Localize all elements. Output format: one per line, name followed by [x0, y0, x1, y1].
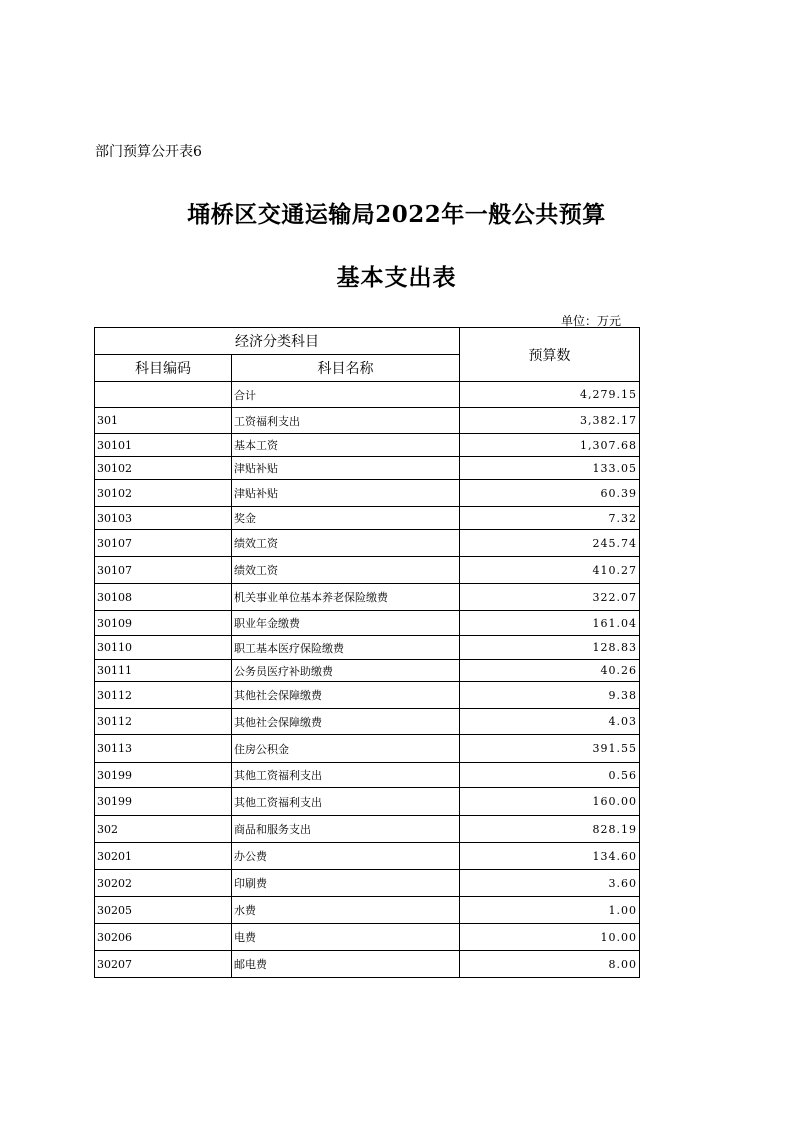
subject-name-cell: 合计	[232, 382, 460, 408]
subject-code-cell: 30199	[95, 763, 232, 788]
subject-code-cell: 30108	[95, 584, 232, 611]
budget-amount-cell: 322.07	[460, 584, 640, 611]
subject-name-cell: 基本工资	[232, 434, 460, 457]
budget-amount-cell: 128.83	[460, 636, 640, 660]
unit-label: 单位：万元	[561, 314, 622, 328]
subject-code-cell: 30112	[95, 682, 232, 709]
subject-name-cell: 其他工资福利支出	[232, 788, 460, 816]
subject-name-cell: 奖金	[232, 507, 460, 530]
table-row	[95, 584, 640, 611]
subject-code-cell: 30102	[95, 457, 232, 480]
subject-name-cell: 津贴补贴	[232, 457, 460, 480]
table-row	[95, 843, 640, 870]
subject-name-cell: 电费	[232, 924, 460, 951]
subject-code-cell: 30103	[95, 507, 232, 530]
budget-amount-cell: 8.00	[460, 951, 640, 978]
table-row	[95, 557, 640, 584]
subject-name-cell: 职业年金缴费	[232, 611, 460, 636]
subject-code-cell: 30110	[95, 636, 232, 660]
subject-code-cell: 30102	[95, 480, 232, 507]
subject-name-header: 科目名称	[232, 355, 460, 382]
budget-amount-cell: 391.55	[460, 735, 640, 763]
budget-amount-cell: 0.56	[460, 763, 640, 788]
subject-code-cell: 30205	[95, 897, 232, 924]
subject-name-cell: 商品和服务支出	[232, 816, 460, 843]
budget-amount-cell: 828.19	[460, 816, 640, 843]
table-row	[95, 408, 640, 434]
subject-code-cell: 30101	[95, 434, 232, 457]
table-row	[95, 735, 640, 763]
subject-code-cell: 302	[95, 816, 232, 843]
subject-code-cell: 301	[95, 408, 232, 434]
page-subtitle: 基本支出表	[336, 264, 457, 291]
budget-amount-cell: 133.05	[460, 457, 640, 480]
subject-code-cell	[95, 382, 232, 408]
subject-name-cell: 绩效工资	[232, 557, 460, 584]
subject-code-cell: 30113	[95, 735, 232, 763]
table-row	[95, 897, 640, 924]
budget-amount-cell: 1.00	[460, 897, 640, 924]
subject-name-cell: 职工基本医疗保险缴费	[232, 636, 460, 660]
budget-table	[94, 327, 640, 978]
table-row	[95, 951, 640, 978]
subject-name-cell: 印刷费	[232, 870, 460, 897]
subject-name-cell: 住房公积金	[232, 735, 460, 763]
subject-code-cell: 30201	[95, 843, 232, 870]
table-row	[95, 816, 640, 843]
subject-name-cell: 水费	[232, 897, 460, 924]
budget-amount-cell: 245.74	[460, 530, 640, 557]
table-row	[95, 788, 640, 816]
subject-code-cell: 30109	[95, 611, 232, 636]
budget-amount-cell: 7.32	[460, 507, 640, 530]
budget-amount-header: 预算数	[460, 328, 640, 382]
table-row	[95, 709, 640, 735]
budget-amount-cell: 4,279.15	[460, 382, 640, 408]
subject-name-cell: 办公费	[232, 843, 460, 870]
table-number-note: 部门预算公开表6	[95, 144, 202, 160]
budget-amount-cell: 9.38	[460, 682, 640, 709]
subject-code-cell: 30107	[95, 530, 232, 557]
budget-amount-cell: 10.00	[460, 924, 640, 951]
budget-amount-cell: 160.00	[460, 788, 640, 816]
table-row	[95, 636, 640, 660]
budget-amount-cell: 4.03	[460, 709, 640, 735]
table-row	[95, 611, 640, 636]
subject-name-cell: 其他社会保障缴费	[232, 682, 460, 709]
table-row	[95, 507, 640, 530]
table-row	[95, 660, 640, 682]
table-row	[95, 682, 640, 709]
budget-amount-cell: 3.60	[460, 870, 640, 897]
table-row	[95, 763, 640, 788]
table-row	[95, 530, 640, 557]
subject-name-cell: 工资福利支出	[232, 408, 460, 434]
economic-classification-header: 经济分类科目	[95, 328, 460, 355]
subject-code-cell: 30206	[95, 924, 232, 951]
budget-amount-cell: 60.39	[460, 480, 640, 507]
table-row	[95, 457, 640, 480]
table-row	[95, 870, 640, 897]
table-row	[95, 924, 640, 951]
subject-name-cell: 绩效工资	[232, 530, 460, 557]
budget-amount-cell: 410.27	[460, 557, 640, 584]
subject-code-cell: 30111	[95, 660, 232, 682]
subject-code-header: 科目编码	[95, 355, 232, 382]
subject-code-cell: 30207	[95, 951, 232, 978]
subject-name-cell: 邮电费	[232, 951, 460, 978]
subject-code-cell: 30199	[95, 788, 232, 816]
subject-name-cell: 津贴补贴	[232, 480, 460, 507]
subject-name-cell: 其他社会保障缴费	[232, 709, 460, 735]
page-title: 埇桥区交通运输局2022年一般公共预算	[187, 201, 606, 228]
subject-name-cell: 公务员医疗补助缴费	[232, 660, 460, 682]
table-row	[95, 434, 640, 457]
budget-amount-cell: 3,382.17	[460, 408, 640, 434]
subject-code-cell: 30202	[95, 870, 232, 897]
subject-code-cell: 30107	[95, 557, 232, 584]
budget-amount-cell: 40.26	[460, 660, 640, 682]
table-row	[95, 480, 640, 507]
subject-name-cell: 机关事业单位基本养老保险缴费	[232, 584, 460, 611]
budget-amount-cell: 161.04	[460, 611, 640, 636]
table-row	[95, 382, 640, 408]
subject-code-cell: 30112	[95, 709, 232, 735]
budget-amount-cell: 134.60	[460, 843, 640, 870]
subject-name-cell: 其他工资福利支出	[232, 763, 460, 788]
budget-amount-cell: 1,307.68	[460, 434, 640, 457]
